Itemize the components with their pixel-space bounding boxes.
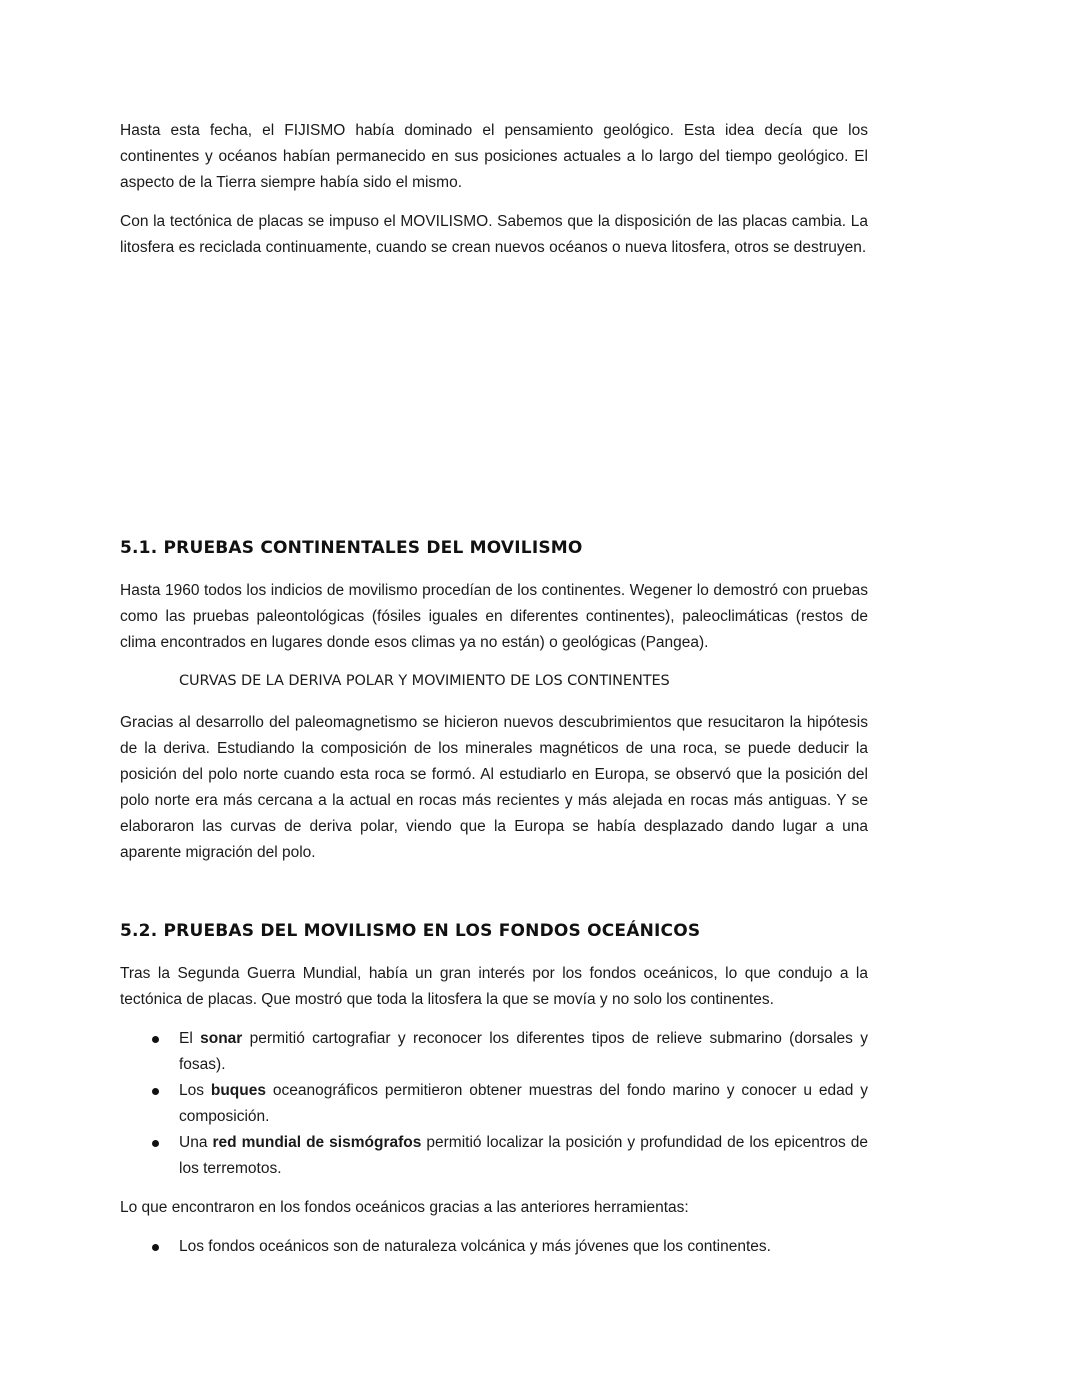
section-1-paragraph-1: Hasta 1960 todos los indicios de movilismo procedían de los continentes. Wegener lo demostró con pruebas como las pruebas paleontológicas (fósiles iguales en diferentes continentes), paleoclimáticas (restos de clima encontrados en lugares donde esos climas ya no están) o geológicas (Pangea). <box>120 582 868 651</box>
tools-bullet-list <box>120 1026 868 1182</box>
section-2-heading: 5.2. PRUEBAS DEL MOVILISMO EN LOS FONDOS OCEÁNICOS <box>120 921 701 941</box>
list-item: Los fondos oceánicos son de naturaleza volcánica y más jóvenes que los continentes. <box>120 1234 868 1260</box>
bullet-icon <box>152 1088 159 1095</box>
section-2-paragraph-2: Lo que encontraron en los fondos oceánicos gracias a las anteriores herramientas: <box>120 1199 689 1216</box>
bullet-icon <box>152 1140 159 1147</box>
intro-paragraph-movilismo: Con la tectónica de placas se impuso el MOVILISMO. Sabemos que la disposición de las placas cambia. La litosfera es reciclada continuamente, cuando se crean nuevos océanos o nueva litosfera, otros se destruyen. <box>120 213 868 256</box>
section-2-paragraph-1: Tras la Segunda Guerra Mundial, había un gran interés por los fondos oceánicos, lo que condujo a la tectónica de placas. Que mostró que toda la litosfera la que se movía y no solo los continentes. <box>120 965 868 1008</box>
list-item: Una red mundial de sismógrafos permitió localizar la posición y profundidad de los epicentros de los terremotos. <box>120 1130 868 1182</box>
section-1-subheading: CURVAS DE LA DERIVA POLAR Y MOVIMIENTO DE LOS CONTINENTES <box>179 673 670 689</box>
list-item: El sonar permitió cartografiar y reconocer los diferentes tipos de relieve submarino (dorsales y fosas). <box>120 1026 868 1078</box>
bullet-icon <box>152 1036 159 1043</box>
section-1-paragraph-2: Gracias al desarrollo del paleomagnetismo se hicieron nuevos descubrimientos que resucitaron la hipótesis de la deriva. Estudiando la composición de los minerales magnéticos de una roca, se puede deducir la posición del polo norte cuando esta roca se formó. Al estudiarlo en Europa, se observó que la posición del polo norte era más cercana a la actual en rocas más recientes y más alejada en rocas más antiguas. Y se elaboraron las curvas de deriva polar, viendo que la Europa se había desplazado dando lugar a una aparente migración del polo. <box>120 714 868 861</box>
list-item: Los buques oceanográficos permitieron obtener muestras del fondo marino y conocer u edad y composición. <box>120 1078 868 1130</box>
bullet-icon <box>152 1244 159 1251</box>
findings-bullet-list <box>120 1234 868 1260</box>
section-1-heading: 5.1. PRUEBAS CONTINENTALES DEL MOVILISMO <box>120 538 583 558</box>
intro-paragraph-fijismo: Hasta esta fecha, el FIJISMO había dominado el pensamiento geológico. Esta idea decía que los continentes y océanos habían permanecido en sus posiciones actuales a lo largo del tiempo geológico. El aspecto de la Tierra siempre había sido el mismo. <box>120 122 868 191</box>
